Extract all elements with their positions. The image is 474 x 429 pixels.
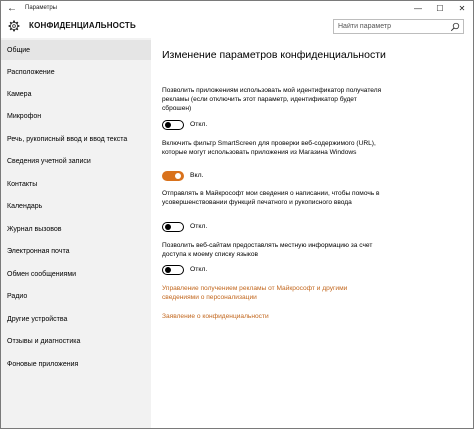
app-title: Параметры — [25, 5, 57, 11]
smartscreen-toggle[interactable] — [162, 171, 184, 181]
option-smartscreen-row — [162, 170, 203, 181]
sidebar-item-contacts[interactable]: Контакты — [7, 180, 38, 188]
minimize-button[interactable]: — — [414, 3, 422, 13]
option-language-list-row — [162, 264, 207, 275]
sidebar-item-background-apps[interactable]: Фоновые приложения — [7, 360, 79, 368]
toggle-state-label: Откл. — [190, 266, 208, 273]
sidebar-item-account-info[interactable]: Сведения учетной записи — [7, 157, 91, 165]
option-advertising-id-row — [162, 119, 207, 130]
window-controls — [407, 1, 473, 15]
search-icon[interactable] — [450, 22, 460, 32]
toggle-knob — [165, 224, 171, 230]
option-language-list-text: Позволить веб-сайтам предоставлять местную информацию за счет доступа к моему списку языков — [162, 242, 373, 258]
gear-icon — [8, 20, 20, 32]
sidebar — [1, 38, 151, 429]
option-smartscreen-text: Включить фильтр SmartScreen для проверки веб-содержимого (URL), которые могут использовать приложения из Магазина Windows — [162, 140, 376, 156]
option-advertising-id-text: Позволить приложениям использовать мой идентификатор получателя рекламы (если отключить этот параметр, идентификатор будет сброшен) — [162, 87, 382, 112]
close-button[interactable]: ✕ — [458, 3, 466, 13]
search-box[interactable] — [333, 19, 464, 34]
sidebar-item-camera[interactable]: Камера — [7, 90, 32, 98]
privacy-statement-link[interactable]: Заявление о конфиденциальности — [162, 313, 269, 320]
advertising-id-toggle[interactable] — [162, 120, 184, 130]
sidebar-item-other-devices[interactable]: Другие устройства — [7, 315, 68, 323]
toggle-knob — [165, 122, 171, 128]
toggle-state-label: Откл. — [190, 223, 208, 230]
maximize-button[interactable]: ☐ — [436, 3, 444, 13]
typing-info-toggle[interactable] — [162, 222, 184, 232]
sidebar-item-calendar[interactable]: Календарь — [7, 202, 43, 210]
toggle-state-label: Вкл. — [190, 172, 204, 179]
sidebar-item-microphone[interactable]: Микрофон — [7, 112, 42, 120]
sidebar-item-feedback-diagnostics[interactable]: Отзывы и диагностика — [7, 337, 81, 345]
sidebar-item-radios[interactable]: Радио — [7, 292, 28, 300]
toggle-knob — [165, 267, 171, 273]
sidebar-item-speech-inking[interactable]: Речь, рукописный ввод и ввод текста — [7, 135, 128, 143]
page-title: КОНФИДЕНЦИАЛЬНОСТЬ — [29, 21, 136, 30]
toggle-state-label: Откл. — [190, 121, 208, 128]
sidebar-item-messaging[interactable]: Обмен сообщениями — [7, 270, 77, 278]
option-typing-info-text: Отправлять в Майкрософт мои сведения о написании, чтобы помочь в усовершенствовании функций печатного и рукописного ввода — [162, 190, 380, 206]
toggle-knob — [175, 173, 181, 179]
back-button[interactable]: ← — [7, 2, 17, 14]
search-input[interactable] — [338, 20, 446, 33]
language-list-toggle[interactable] — [162, 265, 184, 275]
ads-management-link[interactable]: Управление получением рекламы от Майкрософт и другими сведениями о персонализации — [162, 285, 348, 301]
sidebar-item-location[interactable]: Расположение — [7, 68, 55, 76]
sidebar-item-email[interactable]: Электронная почта — [7, 247, 70, 255]
sidebar-item-general[interactable]: Общие — [1, 40, 151, 60]
option-typing-info-row — [162, 221, 207, 232]
title-bar — [1, 1, 473, 15]
page-header — [1, 15, 473, 38]
section-title: Изменение параметров конфиденциальности — [162, 49, 386, 61]
main-content — [151, 38, 473, 429]
sidebar-item-call-history[interactable]: Журнал вызовов — [7, 225, 62, 233]
